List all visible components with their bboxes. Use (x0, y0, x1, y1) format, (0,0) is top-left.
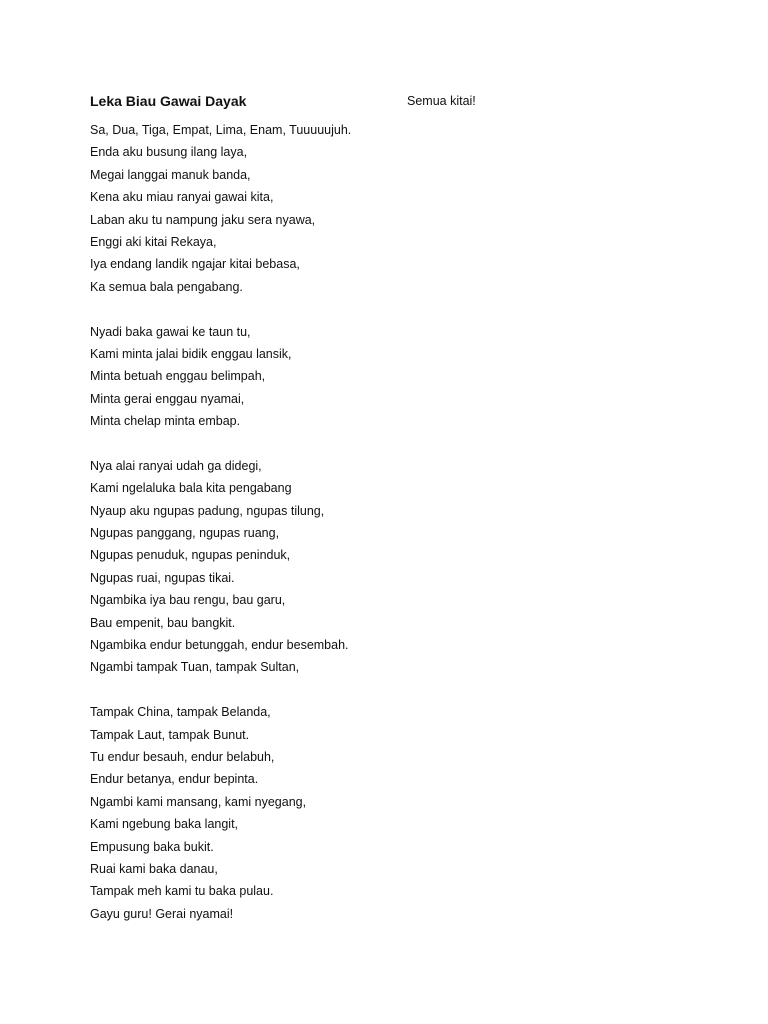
poem-line: Nyadi baka gawai ke taun tu, (90, 324, 251, 339)
poem-body (90, 119, 690, 947)
poem-line: Iya endang landik ngajar kitai bebasa, (90, 257, 300, 272)
poem-line: Kena aku miau ranyai gawai kita, (90, 190, 274, 205)
poem-line: Laban aku tu nampung jaku sera nyawa, (90, 212, 316, 227)
stanza (90, 455, 690, 679)
poem-line: Kami ngebung baka langit, (90, 817, 239, 832)
poem-line: Tampak Laut, tampak Bunut. (90, 727, 250, 742)
poem-line: Ngambika endur betunggah, endur besembah. (90, 637, 349, 652)
poem-line: Nya alai ranyai udah ga didegi, (90, 458, 262, 473)
poem-line: Tampak China, tampak Belanda, (90, 705, 271, 720)
poem-line: Ruai kami baka danau, (90, 861, 218, 876)
document-title: Leka Biau Gawai Dayak (90, 93, 247, 109)
poem-line: Enggi aki kitai Rekaya, (90, 234, 217, 249)
poem-line: Tu endur besauh, endur belabuh, (90, 749, 275, 764)
poem-line: Nyaup aku ngupas padung, ngupas tilung, (90, 503, 325, 518)
poem-line: Kami minta jalai bidik enggau lansik, (90, 346, 292, 361)
poem-line: Ngupas penuduk, ngupas peninduk, (90, 548, 291, 563)
poem-line: Gayu guru! Gerai nyamai! (90, 906, 234, 921)
poem-line: Kami ngelaluka bala kita pengabang (90, 481, 292, 496)
poem-line: Ngambika iya bau rengu, bau garu, (90, 593, 286, 608)
poem-line: Megai langgai manuk banda, (90, 167, 251, 182)
poem-line: Sa, Dua, Tiga, Empat, Lima, Enam, Tuuuuujuh. (90, 123, 352, 137)
poem-line: Ngupas panggang, ngupas ruang, (90, 526, 280, 541)
poem-line: Minta betuah enggau belimpah, (90, 369, 266, 384)
stanza (90, 119, 690, 298)
poem-line: Ngupas ruai, ngupas tikai. (90, 570, 235, 585)
poem-line: Ngambi tampak Tuan, tampak Sultan, (90, 660, 300, 675)
poem-line: Bau empenit, bau bangkit. (90, 615, 236, 630)
poem-line: Tampak meh kami tu baka pulau. (90, 884, 274, 899)
poem-line: Minta gerai enggau nyamai, (90, 391, 245, 406)
side-note: Semua kitai! (407, 94, 476, 108)
poem-line: Ka semua bala pengabang. (90, 279, 243, 294)
poem-line: Enda aku busung ilang laya, (90, 145, 248, 160)
poem-line: Ngambi kami mansang, kami nyegang, (90, 794, 307, 809)
poem-line: Empusung baka bukit. (90, 839, 214, 854)
poem-line: Minta chelap minta embap. (90, 414, 241, 429)
stanza (90, 321, 690, 433)
poem-line: Endur betanya, endur bepinta. (90, 772, 259, 787)
stanza (90, 701, 690, 925)
